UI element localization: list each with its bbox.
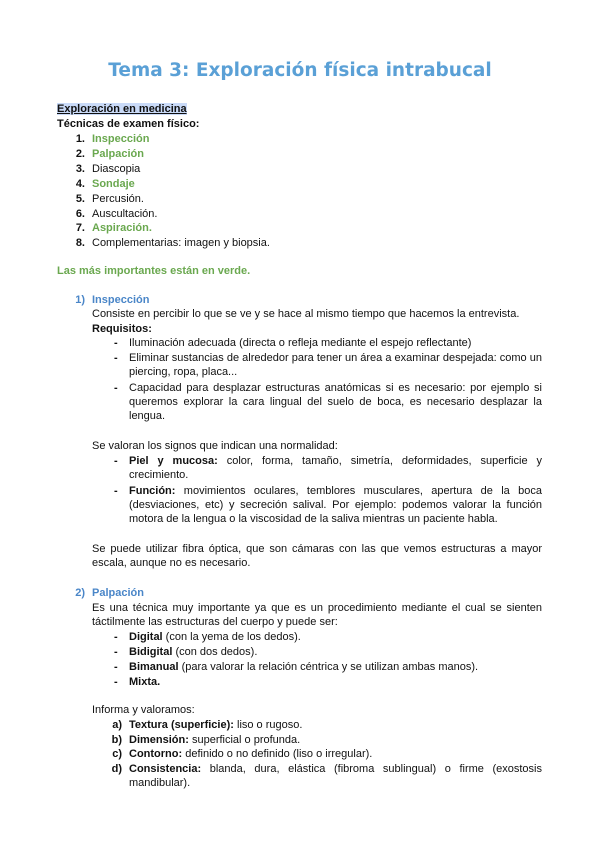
list-item: Mixta. — [129, 676, 161, 688]
section-subheading: Palpación — [92, 587, 144, 599]
list-letter: d) — [111, 763, 122, 775]
techniques-heading: Técnicas de examen físico: — [57, 118, 200, 130]
page-title: Tema 3: Exploración física intrabucal — [108, 60, 492, 81]
list-item: Consistencia: blanda, dura, elástica (fibroma sublingual) o firme (exostosis mandibular). — [129, 763, 542, 789]
bullet-dash: - — [114, 661, 118, 673]
bullet-dash: - — [114, 631, 118, 643]
bullet-dash: - — [114, 382, 118, 394]
bullet-dash: - — [114, 352, 118, 364]
list-number: 2. — [75, 148, 85, 160]
bullet-dash: - — [114, 676, 118, 688]
list-item: Función: movimientos oculares, temblores musculares, apertura de la boca (desviaciones, etc) y secreción salival. Por ejemplo: podemos valorar la función motora de la lengua o la viscosidad de la saliva mientras un paciente habla. — [129, 485, 542, 525]
list-item: Aspiración. — [92, 222, 152, 234]
list-item: Complementarias: imagen y biopsia. — [92, 237, 270, 249]
list-number: 5. — [75, 193, 85, 205]
list-item: Bimanual (para valorar la relación céntrica y se utilizan ambas manos). — [129, 661, 479, 673]
list-item: Dimensión: superficial o profunda. — [129, 734, 301, 746]
list-item: Digital (con la yema de los dedos). — [129, 631, 301, 643]
bullet-dash: - — [114, 455, 118, 467]
list-item: Contorno: definido o no definido (liso o irregular). — [129, 748, 373, 760]
list-item: Diascopia — [92, 163, 141, 175]
list-item: Percusión. — [92, 193, 144, 205]
paragraph: Es una técnica muy importante ya que es un procedimiento mediante el cual se sienten táctilmente las estructuras del cuerpo y puede ser: — [92, 602, 542, 628]
list-number: 3. — [75, 163, 85, 175]
list-item: Textura (superficie): liso o rugoso. — [129, 719, 303, 731]
list-item: Bidigital (con dos dedos). — [129, 646, 258, 658]
paragraph: Se valoran los signos que indican una normalidad: — [92, 440, 338, 452]
requisitos-label: Requisitos: — [92, 323, 152, 335]
list-item: Auscultación. — [92, 208, 158, 220]
list-number: 6. — [75, 208, 85, 220]
list-item: Piel y mucosa: color, forma, tamaño, simetría, deformidades, superficie y crecimiento. — [129, 455, 542, 481]
paragraph: Se puede utilizar fibra óptica, que son cámaras con las que vemos estructuras a mayor escala, aunque no es necesario. — [92, 543, 542, 569]
important-note: Las más importantes están en verde. — [57, 265, 251, 277]
section-subheading: Inspección — [92, 294, 150, 306]
list-item: Iluminación adecuada (directa o refleja mediante el espejo reflectante) — [129, 337, 472, 349]
list-item: Inspección — [92, 133, 150, 145]
bullet-dash: - — [114, 337, 118, 349]
list-letter: a) — [112, 719, 122, 731]
list-number: 4. — [75, 178, 85, 190]
section-heading: Exploración en medicina — [57, 103, 187, 115]
list-number: 7. — [75, 222, 85, 234]
list-number: 1. — [75, 133, 85, 145]
list-number: 8. — [75, 237, 85, 249]
bullet-dash: - — [114, 646, 118, 658]
list-item: Capacidad para desplazar estructuras anatómicas si es necesario: por ejemplo si queremos explorar la cara lingual del suelo de boca, es necesario desplazar la lengua. — [129, 382, 542, 422]
list-item: Eliminar sustancias de alrededor para tener un área a examinar despejada: como un piercing, ropa, placa... — [129, 352, 542, 378]
paragraph: Informa y valoramos: — [92, 704, 195, 716]
section-number: 1) — [75, 294, 85, 306]
section-number: 2) — [75, 587, 85, 599]
list-item: Sondaje — [92, 178, 135, 190]
list-item: Palpación — [92, 148, 144, 160]
paragraph: Consiste en percibir lo que se ve y se hace al mismo tiempo que hacemos la entrevista. — [92, 308, 520, 320]
list-letter: b) — [111, 734, 122, 746]
bullet-dash: - — [114, 485, 118, 497]
list-letter: c) — [112, 748, 122, 760]
